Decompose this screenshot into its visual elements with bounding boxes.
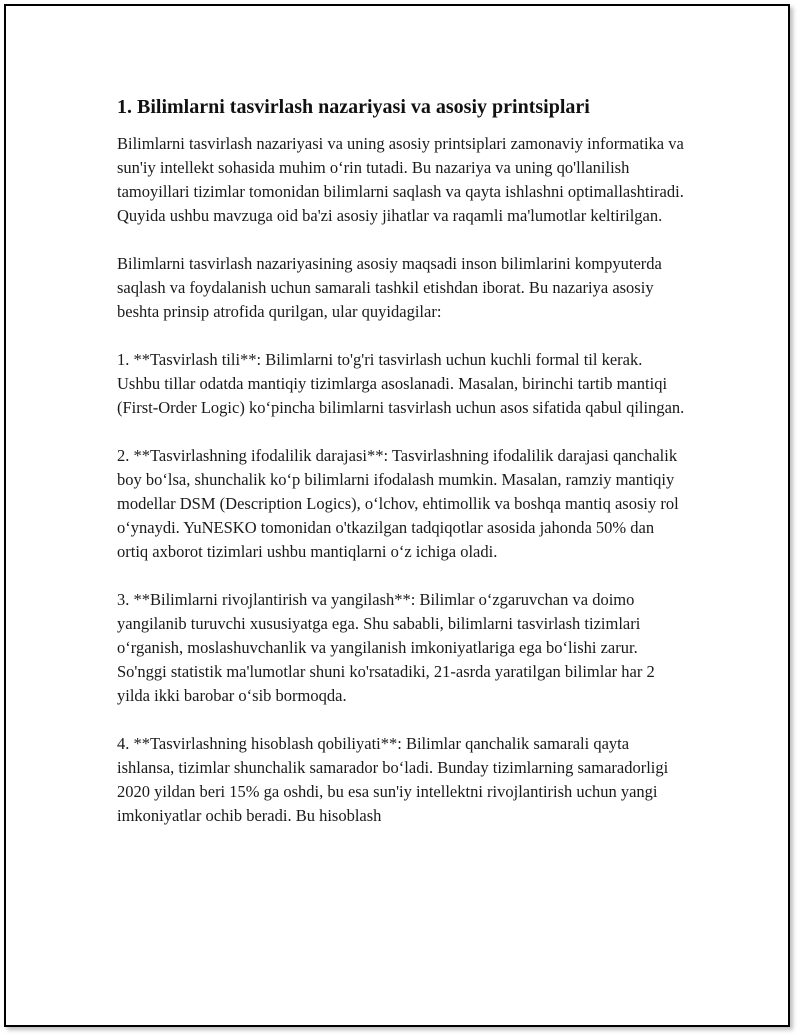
paragraph-principle-1: 1. **Tasvirlash tili**: Bilimlarni to'g'ri tasvirlash uchun kuchli formal til kerak. Ushbu tillar odatda mantiqiy tizimlarga asoslanadi. Masalan, birinchi tartib mantiqi (First-Order Logic) ko‘pincha bilimlarni tasvirlash uchun asos sifatida qabul qilingan. bbox=[117, 350, 685, 417]
paragraph-principle-3: 3. **Bilimlarni rivojlantirish va yangilash**: Bilimlar o‘zgaruvchan va doimo yangilanib turuvchi xususiyatga ega. Shu sababli, bilimlarni tasvirlash tizimlari o‘rganish, moslashuvchanlik va yangilanish imkoniyatlariga ega bo‘lishi zarur. So'nggi statistik ma'lumotlar shuni ko'rsatadiki, 21-asrda yaratilgan bilimlar har 2 yilda ikki barobar o‘sib bormoqda. bbox=[117, 590, 655, 705]
section-heading: 1. Bilimlarni tasvirlash nazariyasi va asosiy printsiplari bbox=[117, 96, 590, 118]
paragraph-principle-2: 2. **Tasvirlashning ifodalilik darajasi**: Tasvirlashning ifodalilik darajasi qanchalik boy bo‘lsa, shunchalik ko‘p bilimlarni ifodalash mumkin. Masalan, ramziy mantiqiy modellar DSM (Description Logics), o‘lchov, ehtimollik va boshqa mantiq asosiy rol o‘ynaydi. YuNESKO tomonidan o'tkazilgan tadqiqotlar asosida jahonda 50% dan ortiq axborot tizimlari ushbu mantiqlarni o‘z ichiga oladi. bbox=[117, 446, 679, 561]
paragraph-principle-4: 4. **Tasvirlashning hisoblash qobiliyati**: Bilimlar qanchalik samarali qayta ishlansa, tizimlar shunchalik samarador bo‘ladi. Bunday tizimlarning samaradorligi 2020 yildan beri 15% ga oshdi, bu esa sun'iy intellektni rivojlantirish uchun yangi imkoniyatlar ochib beradi. Bu hisoblash bbox=[117, 734, 669, 825]
document-content bbox=[117, 94, 687, 852]
paragraph-purpose: Bilimlarni tasvirlash nazariyasining asosiy maqsadi inson bilimlarini kompyuterda saqlash va foydalanish uchun samarali tashkil etishdan iborat. Bu nazariya asosiy beshta prinsip atrofida qurilgan, ular quyidagilar: bbox=[117, 254, 662, 321]
paragraph-intro: Bilimlarni tasvirlash nazariyasi va uning asosiy printsiplari zamonaviy informatika va sun'iy intellekt sohasida muhim o‘rin tutadi. Bu nazariya va uning qo'llanilish tamoyillari tizimlar tomonidan bilimlarni saqlash va qayta ishlashni optimallashtiradi. Quyida ushbu mavzuga oid ba'zi asosiy jihatlar va raqamli ma'lumotlar keltirilgan. bbox=[117, 134, 684, 225]
